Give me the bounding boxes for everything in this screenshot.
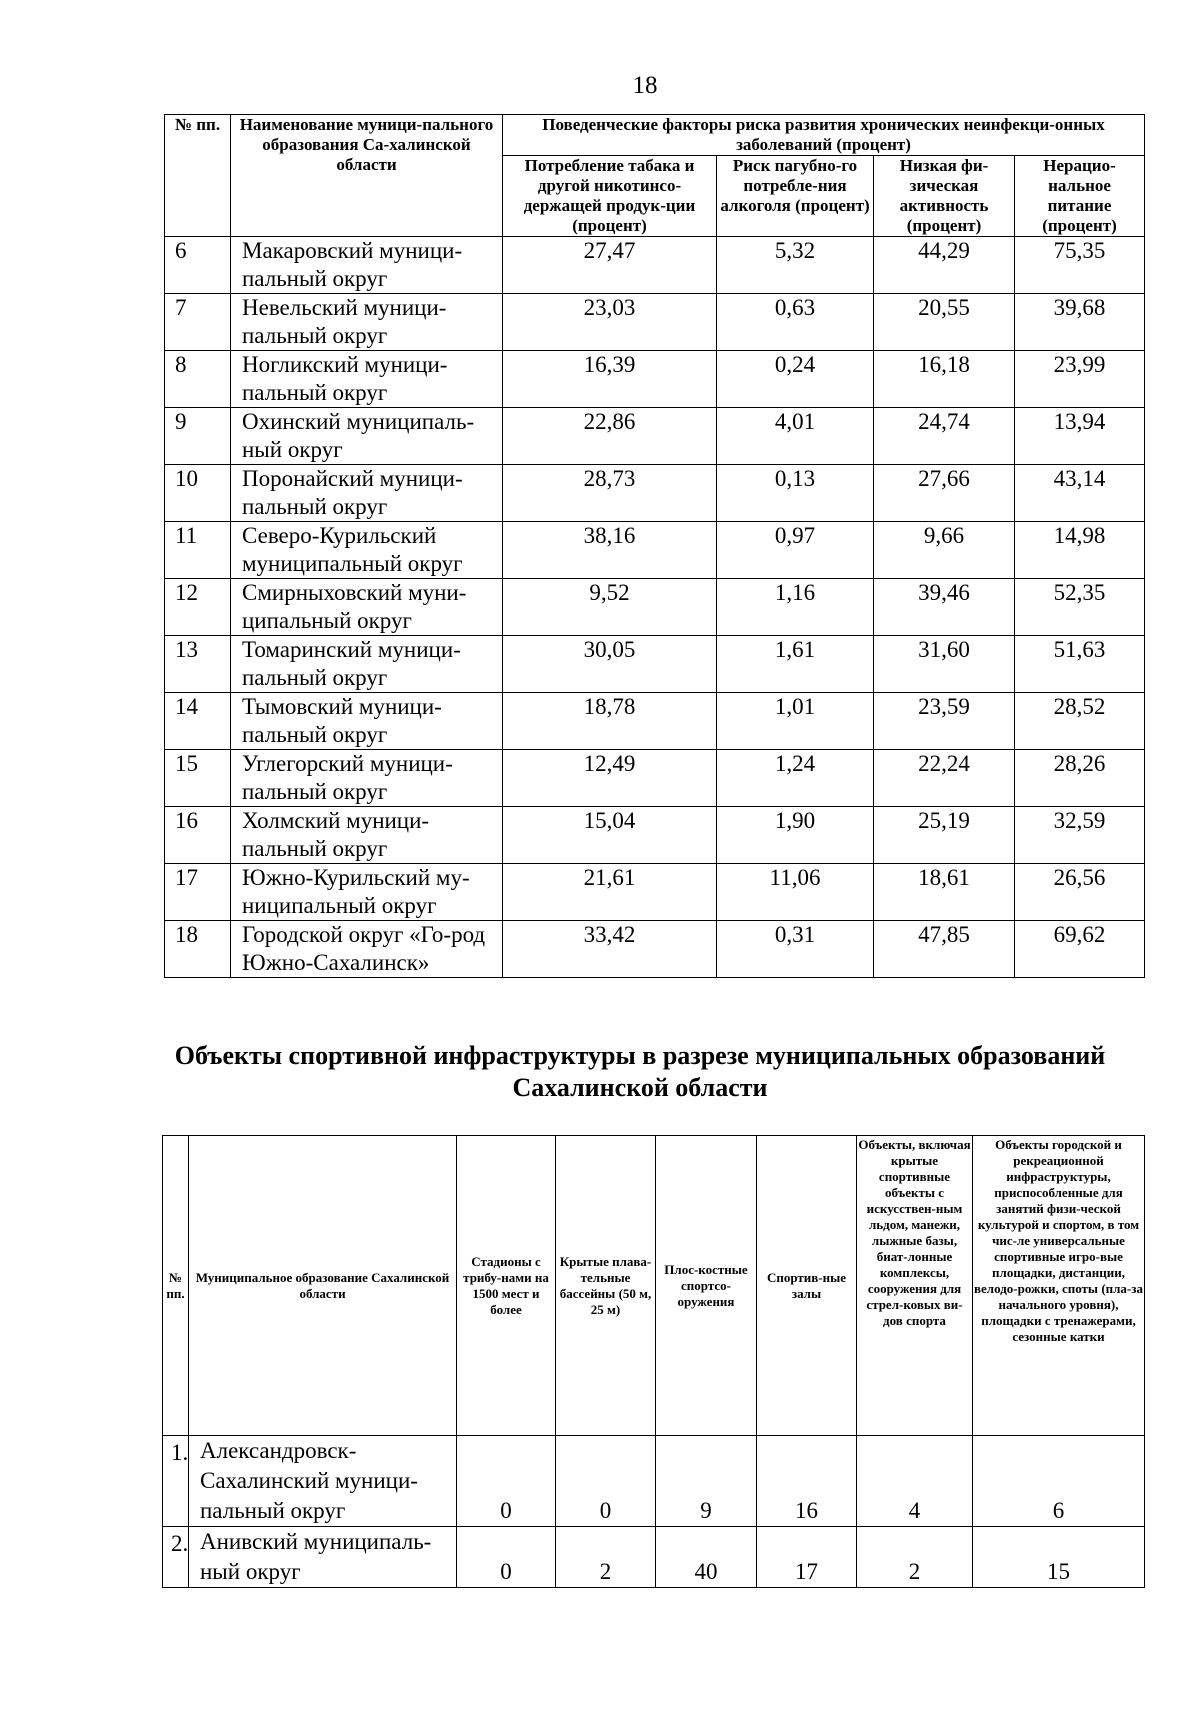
table-row [165, 921, 1145, 978]
section-title: Объекты спортивной инфраструктуры в разрезе муниципальных образований Сахалинской области [174, 1041, 1106, 1102]
indoor-value: 4 [857, 1436, 973, 1527]
row-number: 13 [165, 636, 231, 693]
municipality-name: Смирныховский муни-ципальный округ [231, 579, 503, 636]
stadiums-value: 0 [457, 1527, 556, 1588]
alcohol-value: 0,97 [717, 522, 874, 579]
alcohol-value: 1,16 [717, 579, 874, 636]
tobacco-value: 15,04 [503, 807, 717, 864]
tobacco-value: 33,42 [503, 921, 717, 978]
municipality-name: Поронайский муници-пальный округ [231, 465, 503, 522]
nutrition-value: 14,98 [1015, 522, 1145, 579]
nutrition-value: 69,62 [1015, 921, 1145, 978]
activity-value: 16,18 [874, 351, 1015, 408]
nutrition-value: 43,14 [1015, 465, 1145, 522]
tobacco-value: 22,86 [503, 408, 717, 465]
sports-infrastructure-table [162, 1135, 1145, 1588]
tobacco-value: 38,16 [503, 522, 717, 579]
alcohol-value: 1,01 [717, 693, 874, 750]
nutrition-value: 75,35 [1015, 237, 1145, 294]
row-number: 15 [165, 750, 231, 807]
activity-value: 20,55 [874, 294, 1015, 351]
header-tobacco: Потребление табака и другой никотинсо-держащей продук-ции (процент) [503, 156, 717, 237]
alcohol-value: 1,90 [717, 807, 874, 864]
flat-value: 9 [656, 1436, 757, 1527]
row-number: 17 [165, 864, 231, 921]
urban-value: 15 [973, 1527, 1145, 1588]
alcohol-value: 0,63 [717, 294, 874, 351]
header-risk-factors: Поведенческие факторы риска развития хронических неинфекци-онных заболеваний (процент) [503, 115, 1145, 156]
alcohol-value: 11,06 [717, 864, 874, 921]
activity-value: 18,61 [874, 864, 1015, 921]
pools-value: 2 [556, 1527, 656, 1588]
municipality-name: Холмский муници-пальный округ [231, 807, 503, 864]
table-row [165, 351, 1145, 408]
nutrition-value: 32,59 [1015, 807, 1145, 864]
header-pools: Крытые плава-тельные бассейны (50 м, 25 м) [556, 1136, 656, 1436]
nutrition-value: 39,68 [1015, 294, 1145, 351]
municipality-name: Невельский муници-пальный округ [231, 294, 503, 351]
page-number: 18 [632, 72, 658, 99]
row-number: 2. [163, 1527, 189, 1588]
halls-value: 17 [757, 1527, 857, 1588]
row-number: 18 [165, 921, 231, 978]
header-indoor-objects: Объекты, включая крытые спортивные объекты с искусствен-ным льдом, манежи, лыжные базы, биат-лонные комплексы, сооружения для стрел-ковых ви-дов спорта [857, 1136, 973, 1436]
nutrition-value: 13,94 [1015, 408, 1145, 465]
table-row [165, 693, 1145, 750]
table-row [163, 1436, 1145, 1527]
table-row [163, 1527, 1145, 1588]
row-number: 11 [165, 522, 231, 579]
urban-value: 6 [973, 1436, 1145, 1527]
alcohol-value: 5,32 [717, 237, 874, 294]
nutrition-value: 28,26 [1015, 750, 1145, 807]
header-municipality: Наименование муници-пального образования Са-халинской области [231, 115, 503, 237]
municipality-name: Макаровский муници-пальный округ [231, 237, 503, 294]
activity-value: 31,60 [874, 636, 1015, 693]
municipality-name: Углегорский муници-пальный округ [231, 750, 503, 807]
activity-value: 9,66 [874, 522, 1015, 579]
table-row [165, 750, 1145, 807]
stadiums-value: 0 [457, 1436, 556, 1527]
activity-value: 22,24 [874, 750, 1015, 807]
alcohol-value: 1,24 [717, 750, 874, 807]
row-number: 16 [165, 807, 231, 864]
tobacco-value: 18,78 [503, 693, 717, 750]
table-row [165, 579, 1145, 636]
municipality-name: Южно-Курильский му-ниципальный округ [231, 864, 503, 921]
municipality-name: Тымовский муници-пальный округ [231, 693, 503, 750]
activity-value: 25,19 [874, 807, 1015, 864]
tobacco-value: 30,05 [503, 636, 717, 693]
table-row [165, 408, 1145, 465]
activity-value: 39,46 [874, 579, 1015, 636]
flat-value: 40 [656, 1527, 757, 1588]
row-number: 9 [165, 408, 231, 465]
table-row [165, 864, 1145, 921]
header-activity: Низкая фи-зическая активность (процент) [874, 156, 1015, 237]
tobacco-value: 9,52 [503, 579, 717, 636]
municipality-name: Ногликский муници-пальный округ [231, 351, 503, 408]
header-stadiums: Стадионы с трибу-нами на 1500 мест и более [457, 1136, 556, 1436]
alcohol-value: 0,31 [717, 921, 874, 978]
nutrition-value: 28,52 [1015, 693, 1145, 750]
tobacco-value: 27,47 [503, 237, 717, 294]
header-num: № пп. [165, 115, 231, 237]
tobacco-value: 23,03 [503, 294, 717, 351]
header-municipality: Муниципальное образование Сахалинской области [189, 1136, 457, 1436]
row-number: 1. [163, 1436, 189, 1527]
activity-value: 24,74 [874, 408, 1015, 465]
header-alcohol: Риск пагубно-го потребле-ния алкоголя (процент) [717, 156, 874, 237]
table-row [165, 294, 1145, 351]
tobacco-value: 28,73 [503, 465, 717, 522]
municipality-name: Анивский муниципаль-ный округ [189, 1527, 457, 1588]
table-row [165, 636, 1145, 693]
municipality-name: Городской округ «Го-род Южно-Сахалинск» [231, 921, 503, 978]
municipality-name: Охинский муниципаль-ный округ [231, 408, 503, 465]
alcohol-value: 0,24 [717, 351, 874, 408]
halls-value: 16 [757, 1436, 857, 1527]
municipality-name: Северо-Курильский муниципальный округ [231, 522, 503, 579]
tobacco-value: 12,49 [503, 750, 717, 807]
row-number: 12 [165, 579, 231, 636]
alcohol-value: 1,61 [717, 636, 874, 693]
row-number: 10 [165, 465, 231, 522]
indoor-value: 2 [857, 1527, 973, 1588]
nutrition-value: 26,56 [1015, 864, 1145, 921]
table-row [165, 807, 1145, 864]
nutrition-value: 52,35 [1015, 579, 1145, 636]
header-nutrition: Нерацио-нальное питание (процент) [1015, 156, 1145, 237]
tobacco-value: 16,39 [503, 351, 717, 408]
table-row [165, 522, 1145, 579]
pools-value: 0 [556, 1436, 656, 1527]
risk-factors-table [164, 114, 1145, 978]
nutrition-value: 23,99 [1015, 351, 1145, 408]
row-number: 7 [165, 294, 231, 351]
table-row [165, 237, 1145, 294]
header-sports-halls: Спортив-ные залы [757, 1136, 857, 1436]
row-number: 8 [165, 351, 231, 408]
row-number: 14 [165, 693, 231, 750]
header-flat-facilities: Плос-костные спортсо-оружения [656, 1136, 757, 1436]
tobacco-value: 21,61 [503, 864, 717, 921]
alcohol-value: 0,13 [717, 465, 874, 522]
activity-value: 47,85 [874, 921, 1015, 978]
activity-value: 44,29 [874, 237, 1015, 294]
header-num: № пп. [163, 1136, 189, 1436]
activity-value: 27,66 [874, 465, 1015, 522]
activity-value: 23,59 [874, 693, 1015, 750]
municipality-name: Томаринский муници-пальный округ [231, 636, 503, 693]
row-number: 6 [165, 237, 231, 294]
header-urban-objects: Объекты городской и рекреационной инфраструктуры, приспособленные для занятий физи-ческой культурой и спортом, в том чис-ле универсальные спортивные игро-вые площадки, дистанции, велодо-рожки, споты (пла-за начального уровня), площадки с тренажерами, сезонные катки [973, 1136, 1145, 1436]
nutrition-value: 51,63 [1015, 636, 1145, 693]
municipality-name: Александровск-Сахалинский муници-пальный округ [189, 1436, 457, 1527]
table-row [165, 465, 1145, 522]
alcohol-value: 4,01 [717, 408, 874, 465]
